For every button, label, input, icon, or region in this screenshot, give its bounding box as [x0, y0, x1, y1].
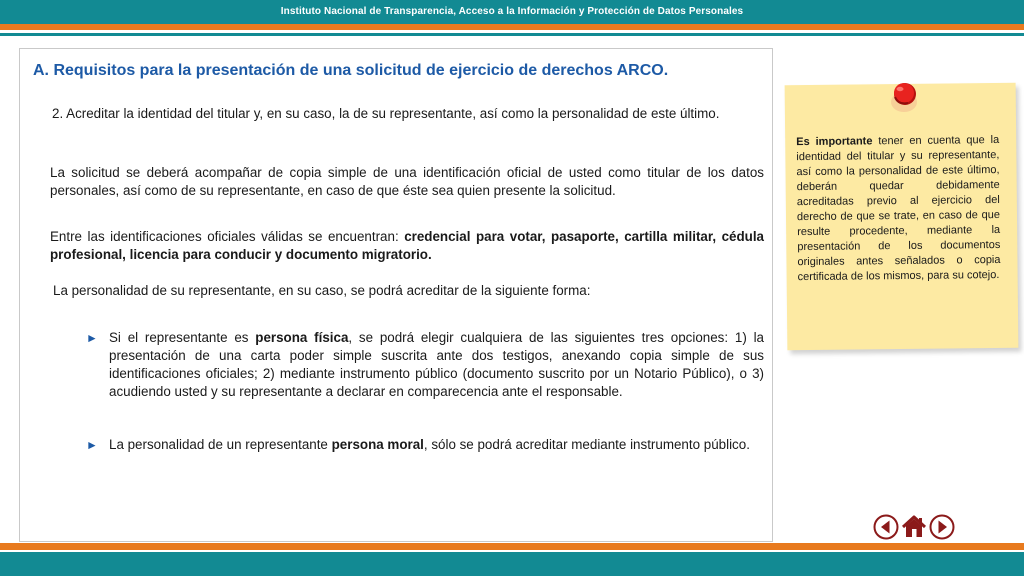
header-title: Instituto Nacional de Transparencia, Acceso a la Información y Protección de Datos Personales: [280, 6, 744, 17]
bullet-arrow-icon: ►: [86, 438, 98, 452]
bullet-arrow-icon: ►: [86, 331, 98, 345]
bullet1-post: , se podrá elegir cualquiera de las siguientes tres opciones: 1) la presentación de una carta poder simple suscrita ante dos testigos, anexando copia simple de sus identificaciones oficiales; 2) mediante instrumento público (documento suscrito por un Notario Público), o 3) acudiendo usted y su representante a declarar en comparecencia ante el responsable.: [109, 330, 764, 399]
note-bold: Es importante: [796, 135, 873, 149]
footer-orange-stripe: [0, 543, 1024, 550]
bullet1-bold: persona física: [255, 330, 349, 345]
slide-title: A. Requisitos para la presentación de una solicitud de ejercicio de derechos ARCO.: [33, 62, 669, 79]
arrow-right-circle-icon[interactable]: [929, 514, 955, 540]
footer-bar: [0, 552, 1024, 576]
paragraph-identificaciones: [50, 228, 764, 264]
bullet-persona-fisica: [86, 329, 764, 401]
bullet-persona-moral: [86, 436, 764, 454]
home-icon[interactable]: [901, 514, 927, 540]
sticky-note: [785, 83, 1019, 350]
arrow-left-circle-icon[interactable]: [873, 514, 899, 540]
requirement-item-2: 2. Acreditar la identidad del titular y, en su caso, la de su representante, así como la personalidad de este último.: [52, 106, 720, 121]
header-teal-stripe: [0, 33, 1024, 36]
identificaciones-list: credencial para votar, pasaporte, cartilla militar, cédula profesional, licencia para conducir y documento migratorio.: [50, 229, 764, 262]
bullet2-post: , sólo se podrá acreditar mediante instrumento público.: [423, 437, 750, 452]
bullet2-bold: persona moral: [331, 437, 424, 452]
push-pin-icon: [884, 80, 920, 116]
paragraph-personalidad: La personalidad de su representante, en su caso, se podrá acreditar de la siguiente forma:: [53, 283, 591, 298]
bullet1-pre: Si el representante es: [109, 330, 256, 345]
bullet2-pre: La personalidad de un representante: [109, 437, 332, 452]
content-card: [19, 48, 773, 542]
sticky-note-text: [796, 133, 1001, 285]
note-body: tener en cuenta que la identidad del titular y su representante, así como la personalidad de este último, deberán quedar debidamente acreditadas previo al ejercicio del derecho de que se trate, en caso de que resulte procedente, mediante la presentación de los documentos originales antes señalados o copia certificada de los mismos, para su cotejo.: [796, 133, 1001, 284]
identificaciones-intro: Entre las identificaciones oficiales válidas se encuentran:: [50, 229, 405, 244]
paragraph-copia: La solicitud se deberá acompañar de copia simple de una identificación oficial de usted como titular de los datos personales, así como de su representante, en caso de que éste sea quien presente la solicitud.: [50, 165, 764, 198]
